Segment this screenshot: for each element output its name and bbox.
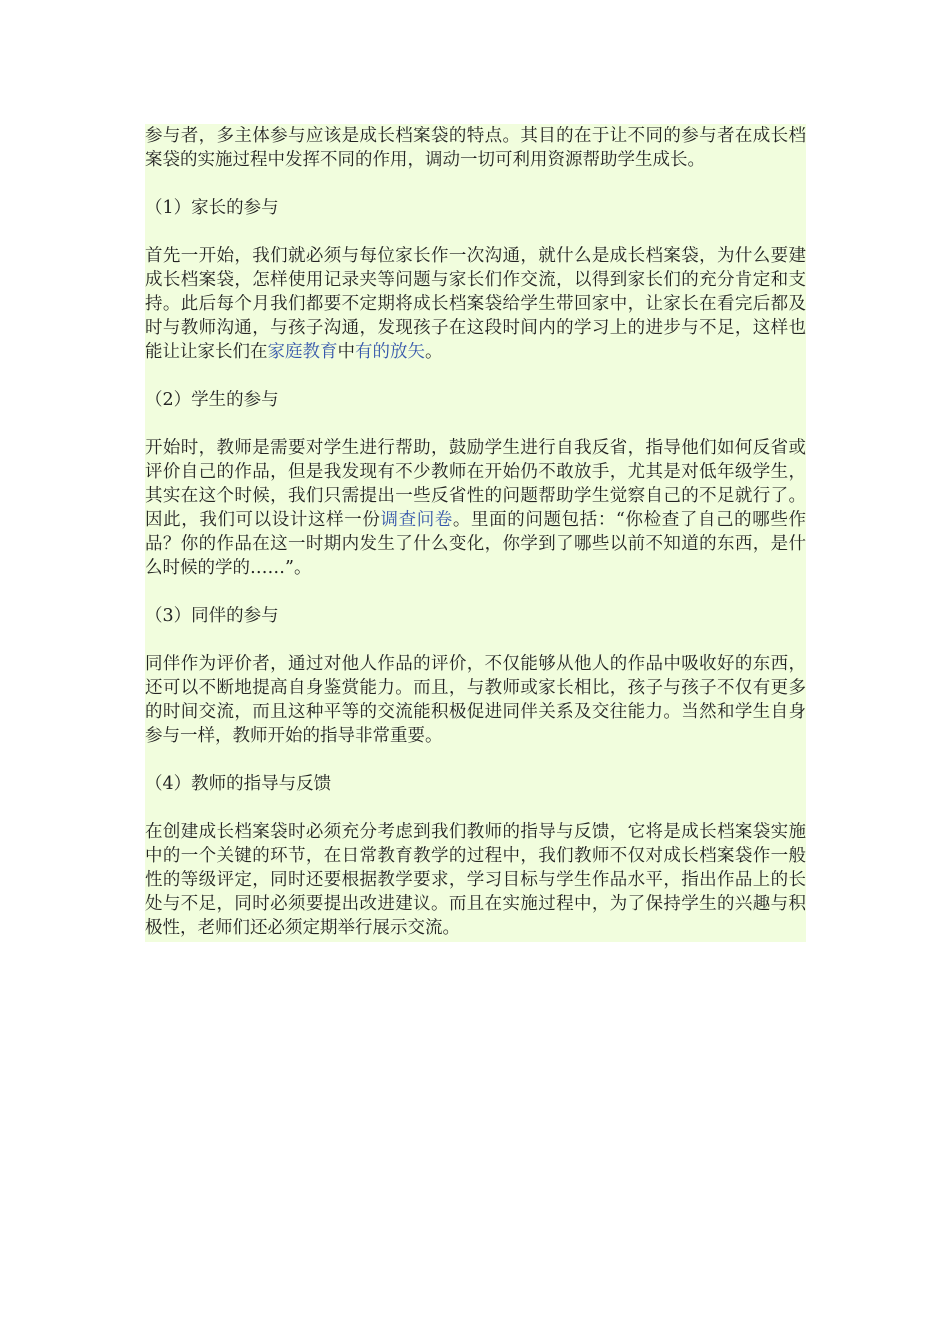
- link-questionnaire[interactable]: 调查问卷: [380, 510, 453, 530]
- section-heading-peers: （3）同伴的参与: [145, 606, 279, 626]
- spacer: [145, 412, 806, 436]
- section-heading-students: （2）学生的参与: [145, 390, 279, 410]
- paragraph-text: 。里面的问题包括：“你检查了自己的哪些作品？你的作品在这一时期内发生了什么变化，你学到了哪些以前不知道的东西，是什么时候的学的……”。: [145, 510, 807, 578]
- paragraph-text: 首先一开始，我们就必须与每位家长作一次沟通，就什么是成长档案袋，为什么要建成长档案袋，怎样使用记录夹等问题与家长们作交流，以得到家长们的充分肯定和支持。此后每个月我们都要不定期将成长档案袋给学生带回家中，让家长在看完后都及时与教师沟通，与孩子沟通，发现孩子在这段时间内的学习上的进步与不足，这样也能让让家长们在: [145, 246, 806, 362]
- spacer: [145, 748, 806, 772]
- spacer: [145, 580, 806, 604]
- link-family-education[interactable]: 家庭教育: [267, 342, 338, 362]
- spacer: [145, 220, 806, 244]
- section-paragraph-students: [145, 436, 806, 580]
- link-targeted[interactable]: 有的放矢: [355, 342, 425, 362]
- section-paragraph-peers: 同伴作为评价者，通过对他人作品的评价，不仅能够从他人的作品中吸收好的东西，还可以不断地提高自身鉴赏能力。而且，与教师或家长相比，孩子与孩子不仅有更多的时间交流，而且这种平等的交流能积极促进同伴关系及交往能力。当然和学生自身参与一样，教师开始的指导非常重要。: [145, 654, 806, 746]
- intro-paragraph: 参与者，多主体参与应该是成长档案袋的特点。其目的在于让不同的参与者在成长档案袋的实施过程中发挥不同的作用，调动一切可利用资源帮助学生成长。: [145, 126, 806, 170]
- document-body: [145, 124, 806, 942]
- spacer: [145, 796, 806, 820]
- section-heading-teachers: （4）教师的指导与反馈: [145, 774, 332, 794]
- spacer: [145, 172, 806, 196]
- section-paragraph-parents: [145, 244, 806, 364]
- spacer: [145, 628, 806, 652]
- spacer: [145, 364, 806, 388]
- section-paragraph-teachers: 在创建成长档案袋时必须充分考虑到我们教师的指导与反馈，它将是成长档案袋实施中的一个关键的环节，在日常教育教学的过程中，我们教师不仅对成长档案袋作一般性的等级评定，同时还要根据教学要求，学习目标与学生作品水平，指出作品上的长处与不足，同时必须要提出改进建议。而且在实施过程中，为了保持学生的兴趣与积极性，老师们还必须定期举行展示交流。: [145, 822, 806, 938]
- paragraph-text: 。: [425, 342, 443, 362]
- section-heading-parents: （1）家长的参与: [145, 198, 279, 218]
- paragraph-text: 开始时，教师是需要对学生进行帮助，鼓励学生进行自我反省，指导他们如何反省或评价自己的作品，但是我发现有不少教师在开始仍不敢放手，尤其是对低年级学生，其实在这个时候，我们只需提出一些反省性的问题帮助学生觉察自己的不足就行了。因此，我们可以设计这样一份: [145, 438, 806, 530]
- paragraph-text: 中: [337, 342, 355, 362]
